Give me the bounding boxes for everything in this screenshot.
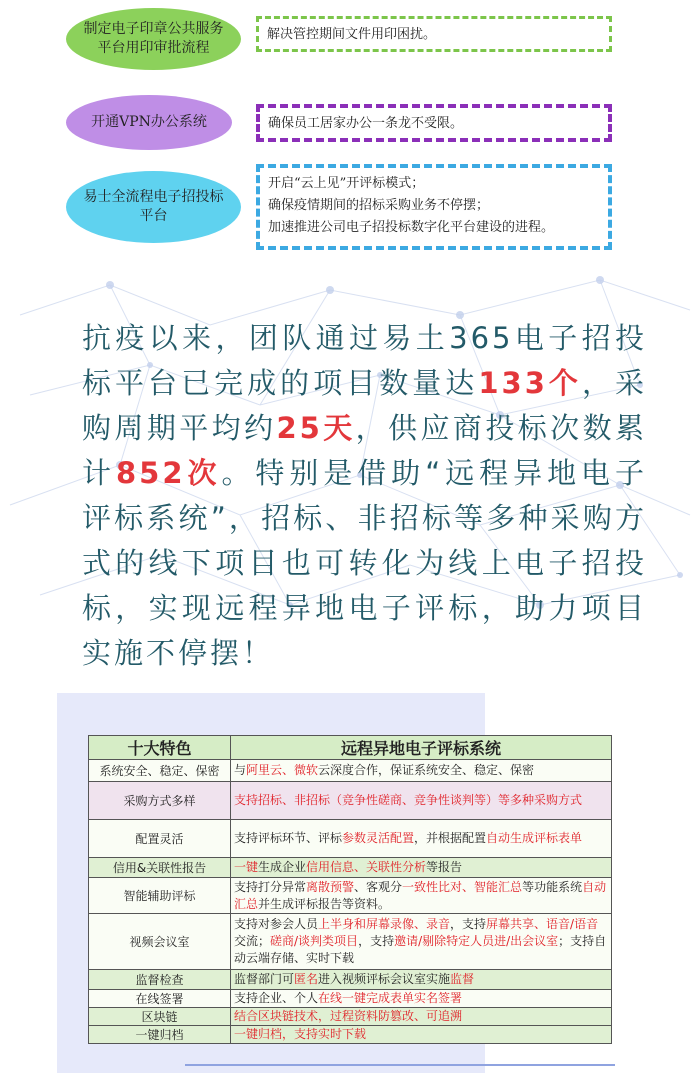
- plain-text: 进入视频评标会议室实施: [318, 972, 451, 986]
- description-cell: [231, 1026, 612, 1044]
- plain-text: 、客观分: [354, 879, 403, 894]
- highlight-text: 支持招标、非招标（竞争性磋商、竞争性谈判等）等多种采购方式: [234, 793, 583, 807]
- plain-text: 生成企业: [258, 860, 307, 874]
- highlight-text: 邀请/剔除特定人员进/出会议室: [394, 934, 559, 948]
- description-cell: [231, 760, 612, 782]
- project-count: 133个: [478, 366, 582, 400]
- table-row: [89, 782, 612, 820]
- feature-cell: 视频会议室: [89, 914, 231, 970]
- feature-cell: 智能辅助评标: [89, 878, 231, 914]
- box-vpn: [256, 104, 612, 142]
- highlight-text: 屏幕共享、语音/语音: [486, 917, 599, 931]
- description-cell: [231, 820, 612, 858]
- table-row: [89, 914, 612, 970]
- box-tender-platform: [256, 164, 612, 250]
- table-header-row: [89, 736, 612, 760]
- highlight-text: 在线一键完成表单实名签署: [318, 991, 463, 1005]
- para-text: ，供应商投标次数累计: [82, 411, 647, 490]
- table-row: [89, 990, 612, 1008]
- feature-cell: 系统安全、稳定、保密: [89, 760, 231, 782]
- plain-text: 与: [234, 763, 247, 777]
- feature-cell: 信用&关联性报告: [89, 858, 231, 878]
- description-cell: [231, 858, 612, 878]
- plain-text: 云深度合作，保证系统安全、稳定、保密: [318, 763, 535, 777]
- feature-table: [88, 735, 612, 1044]
- plain-text: ；支持自动云端存储、实时下载: [234, 934, 607, 965]
- table-row: [89, 760, 612, 782]
- oval-vpn: 开通VPN办公系统: [66, 95, 232, 150]
- para-text: ，采购周期平均约: [82, 366, 647, 445]
- oval-seal-approval: 制定电子印章公共服务 平台用印审批流程: [66, 8, 241, 70]
- plain-text: 并生成评标报告等资料。: [258, 896, 391, 911]
- description-cell: [231, 990, 612, 1008]
- plain-text: 监督部门可: [234, 972, 295, 986]
- main-paragraph: [82, 316, 647, 676]
- feature-cell: 监督检查: [89, 970, 231, 990]
- description-cell: [231, 970, 612, 990]
- table-row: [89, 1026, 612, 1044]
- table-row: [89, 820, 612, 858]
- box-seal-approval: [256, 16, 612, 52]
- box-line: 开启“云上见”开评标模式；: [268, 176, 425, 191]
- feature-cell: 采购方式多样: [89, 782, 231, 820]
- highlight-text: 阿里云、微软: [246, 763, 319, 777]
- highlight-text: 参数灵活配置: [342, 831, 415, 845]
- header-system: 远程异地电子评标系统: [231, 736, 612, 760]
- divider-line: [185, 1064, 615, 1066]
- table-row: [89, 878, 612, 914]
- highlight-text: 离散预警: [306, 879, 355, 894]
- box-line: 确保疫情期间的招标采购业务不停摆；: [268, 198, 490, 213]
- highlight-text: 上半身和屏幕录像、录音: [318, 917, 451, 931]
- plain-text: 支持打分异常: [234, 879, 307, 894]
- para-text: 抗疫以来，团队通过易土365电子招投标平台已完成的项目数量达: [82, 321, 647, 400]
- feature-cell: 一键归档: [89, 1026, 231, 1044]
- plain-text: 支持企业、个人: [234, 991, 319, 1005]
- highlight-text: 磋商/谈判类项目: [270, 934, 359, 948]
- table-row: [89, 970, 612, 990]
- cycle-days: 25天: [276, 411, 356, 445]
- description-cell: [231, 782, 612, 820]
- feature-cell: 区块链: [89, 1008, 231, 1026]
- highlight-text: 结合区块链技术，过程资料防篡改、可追溯: [234, 1009, 463, 1023]
- description-cell: [231, 878, 612, 914]
- plain-text: ，支持: [450, 917, 487, 931]
- highlight-text: 自动生成评标表单: [486, 831, 583, 845]
- header-features: 十大特色: [89, 736, 231, 760]
- plain-text: 等功能系统: [522, 879, 583, 894]
- highlight-text: 自动汇总: [234, 879, 607, 911]
- box-line: 确保员工居家办公一条龙不受限。: [268, 116, 464, 131]
- feature-cell: 配置灵活: [89, 820, 231, 858]
- description-cell: [231, 914, 612, 970]
- plain-text: ，并根据配置: [414, 831, 487, 845]
- box-line: 加速推进公司电子招投标数字化平台建设的进程。: [268, 220, 555, 235]
- plain-text: 交流；: [234, 934, 271, 948]
- bid-count: 852次: [115, 456, 222, 490]
- para-text: 。特别是借助“远程异地电子评标系统”，招标、非招标等多种采购方式的线下项目也可转化为线上电子招投标，实现远程异地电子评标，助力项目实施不停摆！: [82, 456, 647, 670]
- description-cell: [231, 1008, 612, 1026]
- highlight-text: 监督: [450, 972, 475, 986]
- feature-cell: 在线签署: [89, 990, 231, 1008]
- highlight-text: 一键: [234, 860, 259, 874]
- oval-tender-platform: 易士全流程电子招投标 平台: [66, 171, 241, 243]
- highlight-text: 信用信息、关联性分析: [306, 860, 427, 874]
- box-line: 解决管控期间文件用印困扰。: [267, 27, 437, 42]
- plain-text: 支持评标环节、评标: [234, 831, 343, 845]
- plain-text: 支持对参会人员: [234, 917, 319, 931]
- plain-text: ，支持: [358, 934, 395, 948]
- highlight-text: 匿名: [294, 972, 319, 986]
- highlight-text: 一致性比对、智能汇总: [402, 879, 523, 894]
- table-row: [89, 1008, 612, 1026]
- highlight-text: 一键归档，支持实时下载: [234, 1027, 367, 1041]
- table-row: [89, 858, 612, 878]
- plain-text: 等报告: [426, 860, 463, 874]
